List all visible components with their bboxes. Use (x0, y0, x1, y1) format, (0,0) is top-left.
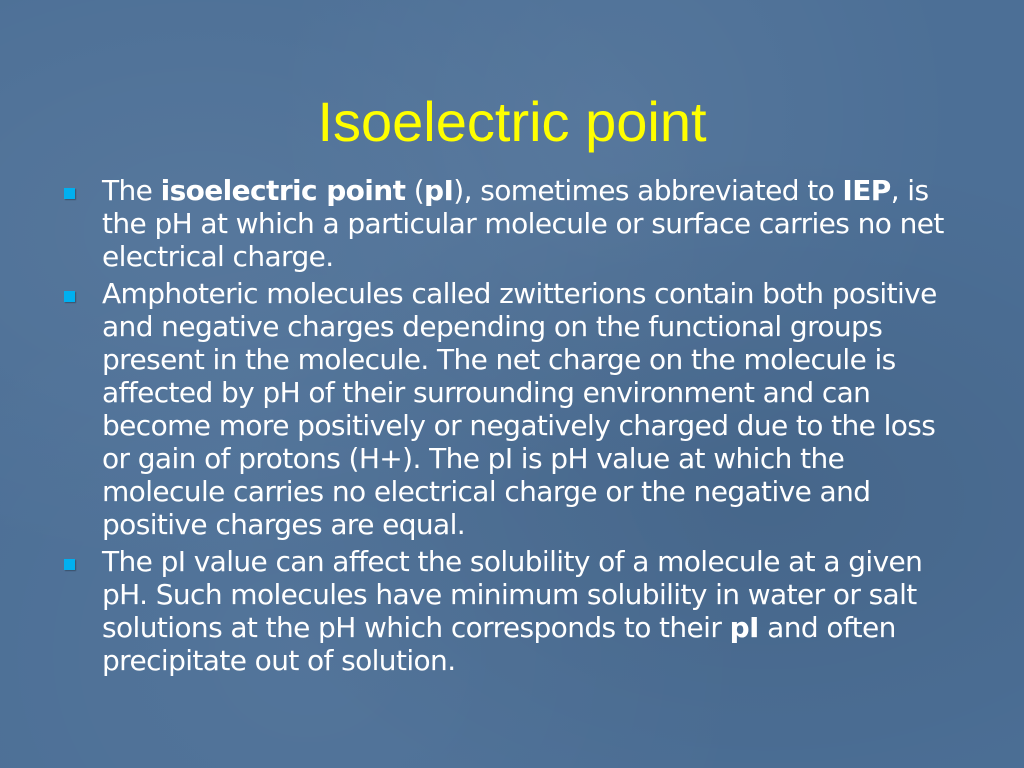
bold-term: pI (424, 174, 454, 207)
slide-title: Isoelectric point (317, 90, 707, 153)
text-run: ( (405, 174, 425, 207)
bold-term: isoelectric point (160, 174, 406, 207)
text-run: , is the pH at which a particular molecule or surface carries no net electrical charge. (102, 174, 944, 273)
bold-term: IEP (842, 174, 891, 207)
text-run: The (102, 174, 161, 207)
bold-term: pI (729, 611, 759, 644)
bullet-item (60, 174, 970, 273)
text-run: and often precipitate out of solution. (102, 611, 896, 677)
bullet-item (60, 277, 970, 541)
bullet-text (102, 174, 944, 273)
bullet-list (60, 174, 970, 681)
text-run: ), sometimes abbreviated to (453, 174, 843, 207)
text-run: The pI value can affect the solubility of a molecule at a given pH. Such molecules have minimum solubility in water or salt solutions at the pH which corresponds to their (102, 545, 923, 644)
square-bullet-icon (64, 559, 75, 570)
square-bullet-icon (64, 291, 75, 302)
text-run: Amphoteric molecules called zwitterions contain both positive and negative charges depending on the functional groups present in the molecule. The net charge on the molecule is affected by pH of their surrounding environment and can become more positively or negatively charged due to the loss or gain of protons (H+). The pI is pH value at which the molecule carries no electrical charge or the negative and positive charges are equal. (102, 277, 937, 541)
square-bullet-icon (64, 188, 75, 199)
bullet-item (60, 545, 970, 677)
bullet-text (102, 545, 922, 677)
bullet-text (102, 277, 937, 541)
